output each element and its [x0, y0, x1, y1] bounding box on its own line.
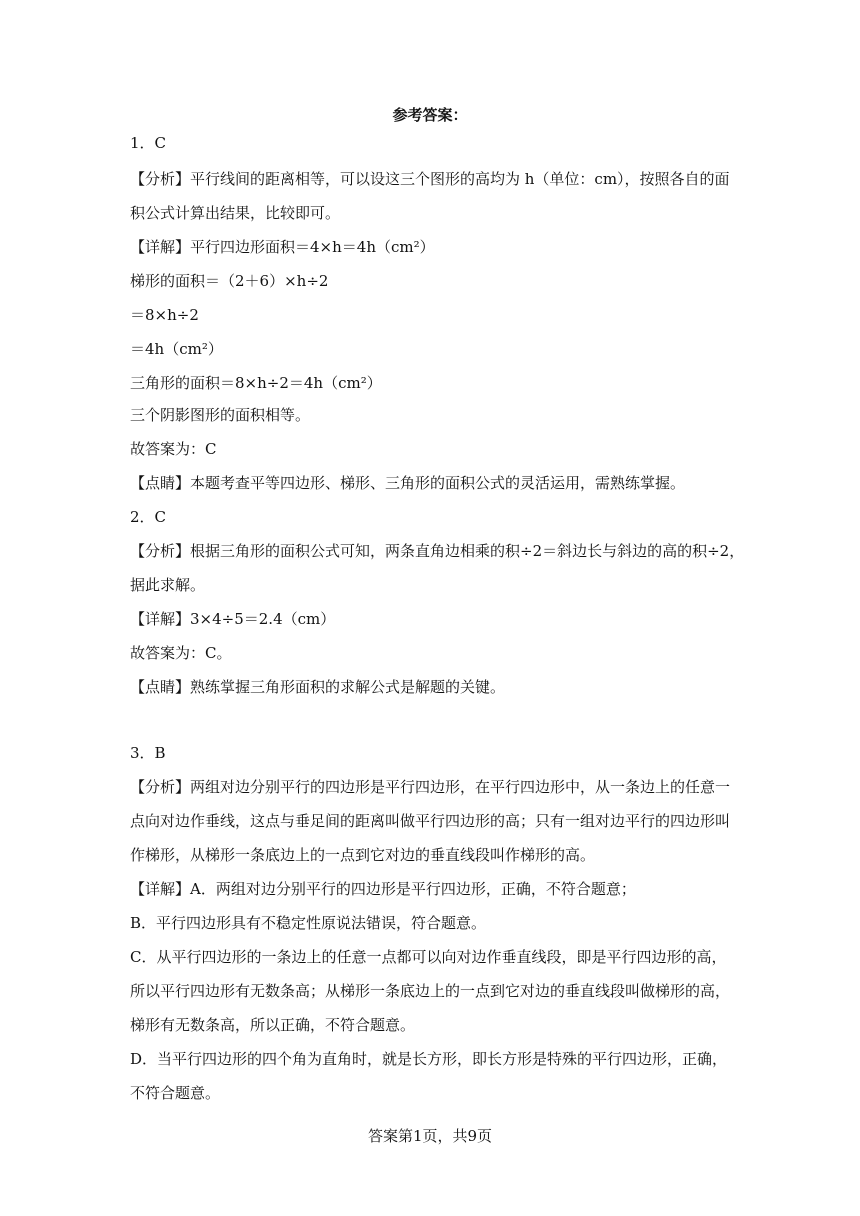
q1-analysis-line1: 【分析】平行线间的距离相等，可以设这三个图形的高均为 h（单位：cm），按照各自的面: [130, 170, 730, 188]
q3-detail-c-line2: 所以平行四边形有无数条高；从梯形一条底边上的一点到它对边的垂直线段叫做梯形的高，: [130, 982, 731, 1000]
q1-detail-line3: ＝8×h÷2: [130, 306, 199, 324]
q1-detail-line2: 梯形的面积＝（2＋6）×h÷2: [130, 272, 329, 290]
q1-detail-line6: 三个阴影图形的面积相等。: [130, 406, 311, 424]
q1-detail-line4: ＝4h（cm²）: [130, 340, 223, 358]
q2-analysis-line1: 【分析】根据三角形的面积公式可知，两条直角边相乘的积÷2＝斜边长与斜边的高的积÷2，: [130, 542, 745, 560]
q1-comment: 【点睛】本题考查平等四边形、梯形、三角形的面积公式的灵活运用，需熟练掌握。: [130, 474, 686, 492]
q3-analysis-line3: 作梯形，从梯形一条底边上的一点到它对边的垂直线段叫作梯形的高。: [130, 846, 596, 864]
q3-detail-a: 【详解】A．两组对边分别平行的四边形是平行四边形，正确，不符合题意；: [130, 880, 636, 898]
q3-detail-b: B．平行四边形具有不稳定性原说法错误，符合题意。: [130, 914, 487, 932]
page-title: 参考答案：: [392, 106, 468, 124]
q3-analysis-line1: 【分析】两组对边分别平行的四边形是平行四边形，在平行四边形中，从一条边上的任意一: [130, 778, 731, 796]
q2-detail: 【详解】3×4÷5＝2.4（cm）: [130, 610, 336, 628]
q2-analysis-line2: 据此求解。: [130, 576, 206, 594]
q3-answer: 3．B: [130, 744, 166, 762]
q1-detail-line1: 【详解】平行四边形面积＝4×h＝4h（cm²）: [130, 238, 435, 256]
q3-detail-d-line1: D．当平行四边形的四个角为直角时，就是长方形，即长方形是特殊的平行四边形，正确，: [130, 1050, 728, 1068]
q2-answer: 2．C: [130, 508, 167, 526]
page-footer: 答案第1页，共9页: [367, 1127, 493, 1145]
q1-detail-line5: 三角形的面积＝8×h÷2＝4h（cm²）: [130, 374, 382, 392]
q1-conclusion: 故答案为：C: [130, 440, 217, 458]
q3-analysis-line2: 点向对边作垂线，这点与垂足间的距离叫做平行四边形的高；只有一组对边平行的四边形叫: [130, 812, 731, 830]
q3-detail-c-line3: 梯形有无数条高，所以正确，不符合题意。: [130, 1016, 416, 1034]
q1-analysis-line2: 积公式计算出结果，比较即可。: [130, 204, 341, 222]
q2-conclusion: 故答案为：C。: [130, 644, 232, 662]
q2-comment: 【点睛】熟练掌握三角形面积的求解公式是解题的关键。: [130, 678, 506, 696]
q3-detail-d-line2: 不符合题意。: [130, 1084, 221, 1102]
q1-answer: 1．C: [130, 134, 167, 152]
q3-detail-c-line1: C．从平行四边形的一条边上的任意一点都可以向对边作垂直线段，即是平行四边形的高，: [130, 948, 727, 966]
